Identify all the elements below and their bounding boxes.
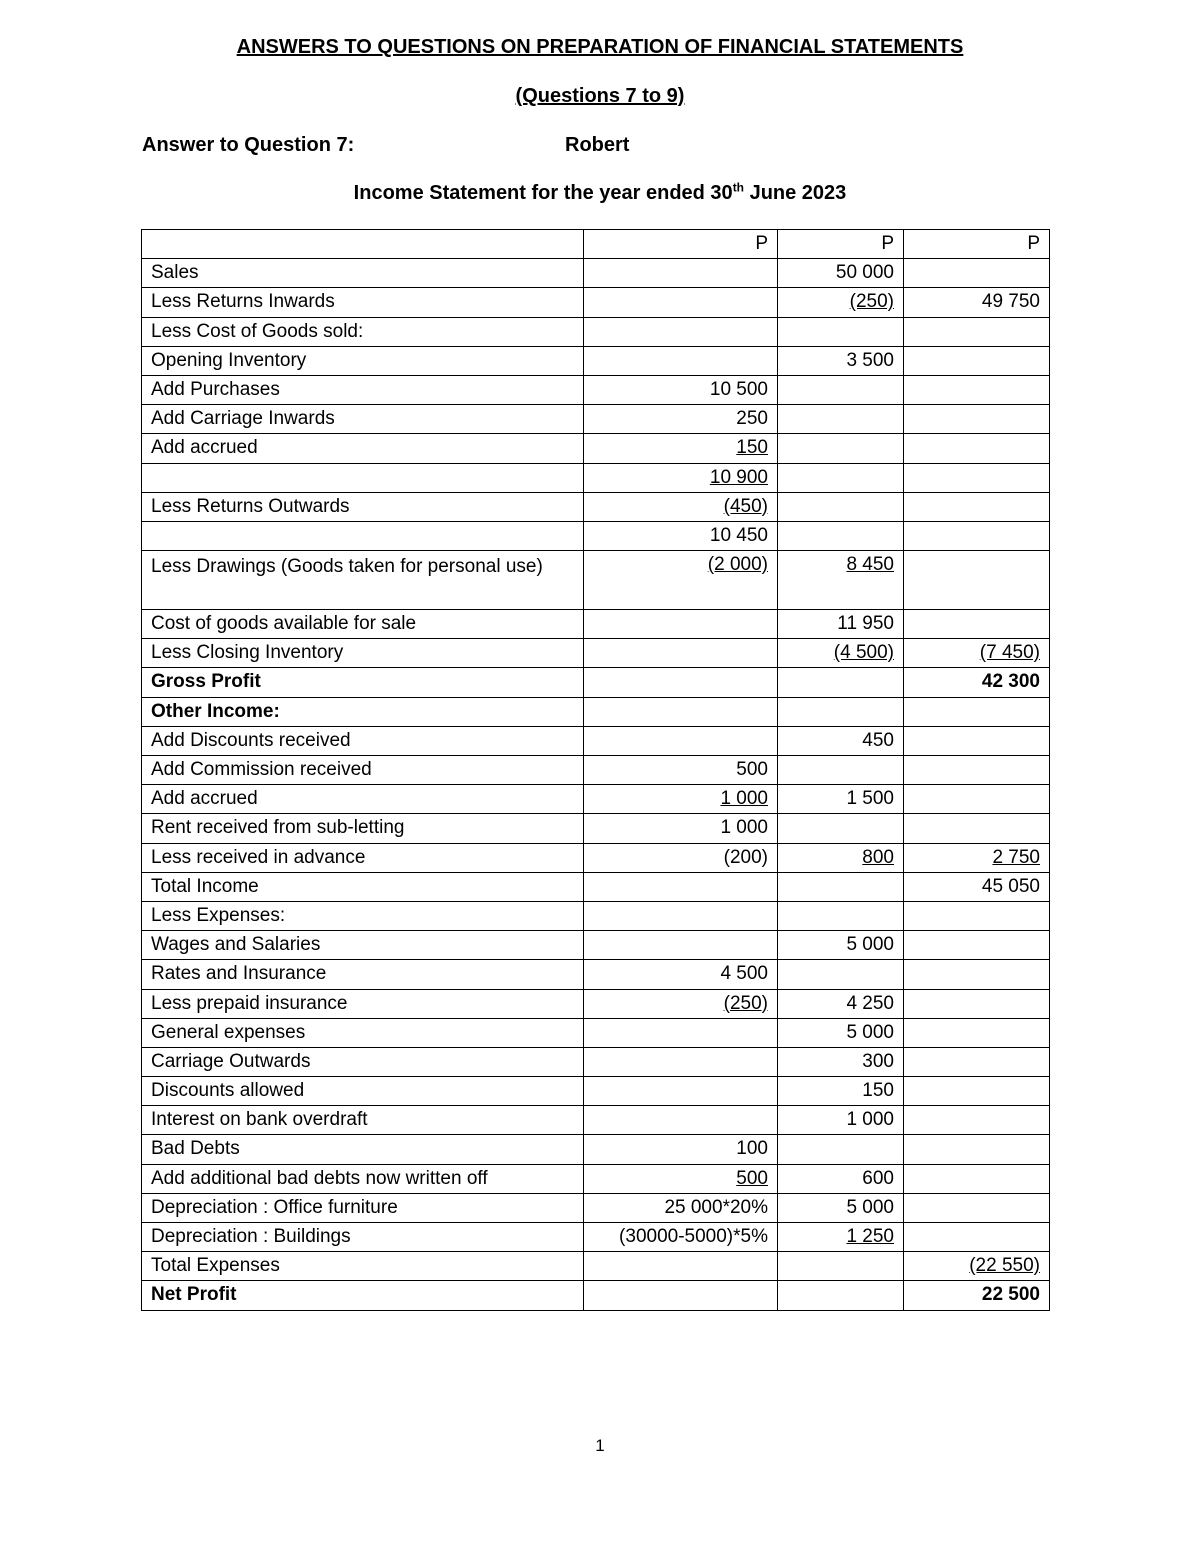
amount-cell: 42 300: [904, 668, 1050, 697]
row-label: Discounts allowed: [142, 1077, 584, 1106]
table-row: [142, 901, 1050, 930]
amount-cell: [778, 960, 904, 989]
row-label: Bad Debts: [142, 1135, 584, 1164]
amount-cell: [584, 1281, 778, 1310]
amount-cell: (30000-5000)*5%: [584, 1223, 778, 1252]
amount-cell: 1 000: [778, 1106, 904, 1135]
amount-cell: [904, 1223, 1050, 1252]
row-label: Other Income:: [142, 697, 584, 726]
amount-cell: 300: [778, 1047, 904, 1076]
amount-cell: 600: [778, 1164, 904, 1193]
table-row: [142, 1106, 1050, 1135]
table-row: [142, 463, 1050, 492]
row-label: Add Purchases: [142, 375, 584, 404]
amount-cell: 5 000: [778, 1193, 904, 1222]
amount-cell: [778, 814, 904, 843]
amount-cell: [584, 726, 778, 755]
row-label: Depreciation : Office furniture: [142, 1193, 584, 1222]
amount-cell: 1 500: [778, 785, 904, 814]
amount-cell: [584, 317, 778, 346]
amount-cell: (4 500): [778, 639, 904, 668]
amount-cell: [904, 259, 1050, 288]
row-label: Add accrued: [142, 434, 584, 463]
amount-cell: [904, 1077, 1050, 1106]
row-label: Less Expenses:: [142, 901, 584, 930]
table-row: [142, 814, 1050, 843]
table-row: [142, 668, 1050, 697]
amount-cell: [904, 931, 1050, 960]
amount-cell: 500: [584, 1164, 778, 1193]
document-subtitle: (Questions 7 to 9): [515, 85, 685, 107]
amount-cell: [904, 1047, 1050, 1076]
amount-cell: [778, 1252, 904, 1281]
amount-cell: [904, 405, 1050, 434]
table-row: [142, 288, 1050, 317]
amount-cell: 50 000: [778, 259, 904, 288]
table-row: [142, 492, 1050, 521]
amount-cell: [584, 1047, 778, 1076]
table-row: [142, 551, 1050, 610]
amount-cell: [904, 814, 1050, 843]
row-label: Add Commission received: [142, 756, 584, 785]
row-label: Less prepaid insurance: [142, 989, 584, 1018]
amount-cell: [904, 989, 1050, 1018]
statement-title-end: June 2023: [744, 182, 847, 204]
row-label: General expenses: [142, 1018, 584, 1047]
amount-cell: [584, 668, 778, 697]
amount-cell: 150: [778, 1077, 904, 1106]
amount-cell: [778, 1135, 904, 1164]
table-row: [142, 259, 1050, 288]
amount-cell: 25 000*20%: [584, 1193, 778, 1222]
row-label: Interest on bank overdraft: [142, 1106, 584, 1135]
row-label: Rates and Insurance: [142, 960, 584, 989]
amount-cell: 10 450: [584, 521, 778, 550]
statement-title-main: Income Statement for the year ended 30: [353, 182, 733, 204]
row-label: Total Income: [142, 872, 584, 901]
amount-cell: (450): [584, 492, 778, 521]
table-row: [142, 931, 1050, 960]
answer-label: Answer to Question 7:: [142, 134, 355, 156]
amount-cell: [904, 726, 1050, 755]
amount-cell: [904, 492, 1050, 521]
amount-cell: [778, 521, 904, 550]
amount-cell: [904, 317, 1050, 346]
row-label: Cost of goods available for sale: [142, 610, 584, 639]
statement-title-sup: th: [732, 180, 745, 195]
amount-cell: [778, 405, 904, 434]
amount-cell: 22 500: [904, 1281, 1050, 1310]
row-label: Gross Profit: [142, 668, 584, 697]
amount-cell: [904, 551, 1050, 610]
amount-cell: [584, 901, 778, 930]
amount-cell: 4 250: [778, 989, 904, 1018]
header-cell: P: [904, 230, 1050, 259]
amount-cell: (7 450): [904, 639, 1050, 668]
row-label: Wages and Salaries: [142, 931, 584, 960]
table-row: [142, 843, 1050, 872]
table-row: [142, 1281, 1050, 1310]
amount-cell: [904, 1135, 1050, 1164]
table-row: [142, 960, 1050, 989]
amount-cell: [904, 521, 1050, 550]
row-label: Opening Inventory: [142, 346, 584, 375]
header-cell: P: [584, 230, 778, 259]
table-row: [142, 1193, 1050, 1222]
table-row: [142, 639, 1050, 668]
amount-cell: [778, 434, 904, 463]
table-row: [142, 1164, 1050, 1193]
amount-cell: (250): [584, 989, 778, 1018]
amount-cell: 45 050: [904, 872, 1050, 901]
amount-cell: [584, 931, 778, 960]
table-row: [142, 317, 1050, 346]
amount-cell: [778, 901, 904, 930]
row-label: Add Carriage Inwards: [142, 405, 584, 434]
table-row: [142, 1135, 1050, 1164]
table-row: [142, 785, 1050, 814]
table-row: [142, 1047, 1050, 1076]
amount-cell: 500: [584, 756, 778, 785]
row-label: Less received in advance: [142, 843, 584, 872]
amount-cell: [584, 1252, 778, 1281]
income-statement-table: [141, 229, 1050, 1311]
table-row: [142, 1223, 1050, 1252]
amount-cell: 5 000: [778, 1018, 904, 1047]
amount-cell: 1 000: [584, 814, 778, 843]
amount-cell: [778, 1281, 904, 1310]
table-row: [142, 697, 1050, 726]
amount-cell: [584, 1018, 778, 1047]
amount-cell: 150: [584, 434, 778, 463]
header-cell: P: [778, 230, 904, 259]
amount-cell: (22 550): [904, 1252, 1050, 1281]
amount-cell: [584, 697, 778, 726]
amount-cell: [778, 375, 904, 404]
amount-cell: 1 250: [778, 1223, 904, 1252]
amount-cell: [904, 960, 1050, 989]
amount-cell: 5 000: [778, 931, 904, 960]
amount-cell: [584, 639, 778, 668]
amount-cell: (200): [584, 843, 778, 872]
table-row: [142, 434, 1050, 463]
amount-cell: [904, 610, 1050, 639]
row-label: Total Expenses: [142, 1252, 584, 1281]
table-row: [142, 726, 1050, 755]
amount-cell: [904, 375, 1050, 404]
amount-cell: (2 000): [584, 551, 778, 610]
amount-cell: [584, 346, 778, 375]
amount-cell: [904, 901, 1050, 930]
amount-cell: 4 500: [584, 960, 778, 989]
row-label: Rent received from sub-letting: [142, 814, 584, 843]
amount-cell: [778, 317, 904, 346]
row-label: Less Returns Inwards: [142, 288, 584, 317]
table-row: [142, 521, 1050, 550]
amount-cell: [904, 1164, 1050, 1193]
page-number: 1: [595, 1436, 605, 1455]
amount-cell: [904, 756, 1050, 785]
row-label: Add accrued: [142, 785, 584, 814]
amount-cell: [584, 259, 778, 288]
amount-cell: 250: [584, 405, 778, 434]
row-label: Add additional bad debts now written off: [142, 1164, 584, 1193]
row-label: Less Closing Inventory: [142, 639, 584, 668]
row-label: Depreciation : Buildings: [142, 1223, 584, 1252]
document-title: ANSWERS TO QUESTIONS ON PREPARATION OF FINANCIAL STATEMENTS: [236, 36, 964, 58]
table-row: [142, 405, 1050, 434]
amount-cell: [778, 463, 904, 492]
amount-cell: [778, 668, 904, 697]
table-row: [142, 756, 1050, 785]
row-label: [142, 521, 584, 550]
person-name: Robert: [565, 134, 630, 156]
table-row: [142, 375, 1050, 404]
row-label: Less Drawings (Goods taken for personal use): [142, 551, 584, 610]
amount-cell: 450: [778, 726, 904, 755]
row-label: Carriage Outwards: [142, 1047, 584, 1076]
header-cell: [142, 230, 584, 259]
amount-cell: 2 750: [904, 843, 1050, 872]
amount-cell: [584, 1077, 778, 1106]
amount-cell: 49 750: [904, 288, 1050, 317]
amount-cell: [584, 872, 778, 901]
table-row: [142, 1018, 1050, 1047]
row-label: Less Cost of Goods sold:: [142, 317, 584, 346]
table-row: [142, 610, 1050, 639]
table-row: [142, 346, 1050, 375]
amount-cell: [584, 610, 778, 639]
amount-cell: 10 900: [584, 463, 778, 492]
amount-cell: [778, 872, 904, 901]
amount-cell: [584, 288, 778, 317]
table-row: [142, 1077, 1050, 1106]
amount-cell: 10 500: [584, 375, 778, 404]
row-label: Sales: [142, 259, 584, 288]
amount-cell: 100: [584, 1135, 778, 1164]
row-label: [142, 463, 584, 492]
amount-cell: [778, 697, 904, 726]
amount-cell: [904, 697, 1050, 726]
amount-cell: [904, 1018, 1050, 1047]
amount-cell: 3 500: [778, 346, 904, 375]
table-row: [142, 989, 1050, 1018]
amount-cell: 8 450: [778, 551, 904, 610]
row-label: Less Returns Outwards: [142, 492, 584, 521]
amount-cell: [904, 1193, 1050, 1222]
row-label: Add Discounts received: [142, 726, 584, 755]
amount-cell: 1 000: [584, 785, 778, 814]
table-header-row: [142, 230, 1050, 259]
amount-cell: 11 950: [778, 610, 904, 639]
amount-cell: [904, 463, 1050, 492]
amount-cell: [904, 346, 1050, 375]
amount-cell: [904, 1106, 1050, 1135]
statement-title: [0, 182, 1200, 205]
table-row: [142, 872, 1050, 901]
amount-cell: [904, 785, 1050, 814]
amount-cell: [778, 756, 904, 785]
table-row: [142, 1252, 1050, 1281]
amount-cell: (250): [778, 288, 904, 317]
amount-cell: [904, 434, 1050, 463]
row-label: Net Profit: [142, 1281, 584, 1310]
amount-cell: [778, 492, 904, 521]
amount-cell: 800: [778, 843, 904, 872]
amount-cell: [584, 1106, 778, 1135]
